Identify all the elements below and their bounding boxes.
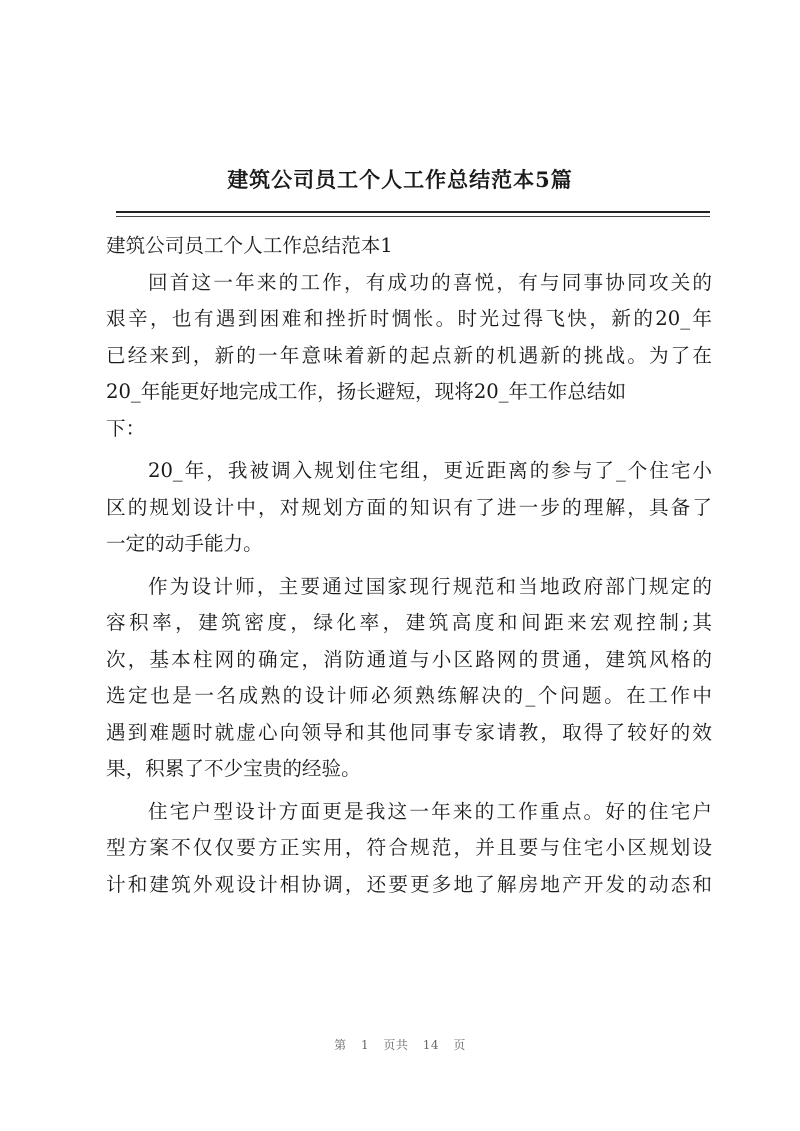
footer-prefix: 第: [334, 1038, 347, 1052]
paragraph-line: 计和建筑外观设计相协调，还要更多地了解房地产开发的动态和: [106, 872, 712, 896]
paragraph-line: 型方案不仅仅要方正实用，符合规范，并且要与住宅小区规划设: [106, 836, 712, 859]
paragraph-line: 次，基本柱网的确定，消防通道与小区路网的贯通，建筑风格的: [106, 647, 712, 671]
paragraph-4: [106, 794, 712, 904]
paragraph-2: [106, 453, 712, 563]
footer-total-pages: 14: [422, 1038, 440, 1052]
paragraph-line: 已经来到，新的一年意味着新的起点新的机遇新的挑战。为了在: [106, 343, 712, 367]
paragraph-line: 选定也是一名成熟的设计师必须熟练解决的_个问题。在工作中: [106, 684, 712, 707]
paragraph-line: 住宅户型设计方面更是我这一年来的工作重点。好的住宅户: [148, 799, 712, 823]
footer-suffix: 页: [453, 1038, 466, 1052]
paragraph-line: 区的规划设计中，对规划方面的知识有了进一步的理解，具备了: [106, 495, 712, 519]
paragraph-line: 20_年能更好地完成工作，扬长避短，现将20_年工作总结如: [106, 380, 627, 403]
paragraph-3: [106, 569, 712, 788]
footer-middle: 页共: [383, 1038, 409, 1052]
footer-page-number: 1: [360, 1038, 370, 1052]
paragraph-line: 果，积累了不少宝贵的经验。: [106, 757, 361, 780]
paragraph-line: 遇到难题时就虚心向领导和其他同事专家请教，取得了较好的效: [106, 720, 712, 744]
paragraph-line: 20_年，我被调入规划住宅组，更近距离的参与了_个住宅小: [148, 459, 712, 482]
title-rule-thick: [116, 211, 710, 213]
paragraph-line: 一定的动手能力。: [106, 532, 263, 555]
document-body: [106, 228, 712, 903]
paragraph-line: 作为设计师，主要通过国家现行规范和当地政府部门规定的: [148, 574, 712, 598]
title-rule-thin: [116, 216, 710, 217]
section-heading: 建筑公司员工个人工作总结范本1: [106, 234, 393, 257]
document-title: 建筑公司员工个人工作总结范本5篇: [227, 167, 573, 192]
paragraph-line: 艰辛，也有遇到困难和挫折时惆怅。时光过得飞快，新的20_年: [106, 307, 712, 330]
page-footer: [0, 1036, 800, 1053]
paragraph-1: [106, 265, 712, 448]
paragraph-line: 容积率，建筑密度，绿化率，建筑高度和间距来宏观控制;其: [106, 611, 712, 634]
paragraph-line: 下：: [106, 416, 146, 440]
paragraph-line: 回首这一年来的工作，有成功的喜悦，有与同事协同攻关的: [148, 270, 712, 294]
